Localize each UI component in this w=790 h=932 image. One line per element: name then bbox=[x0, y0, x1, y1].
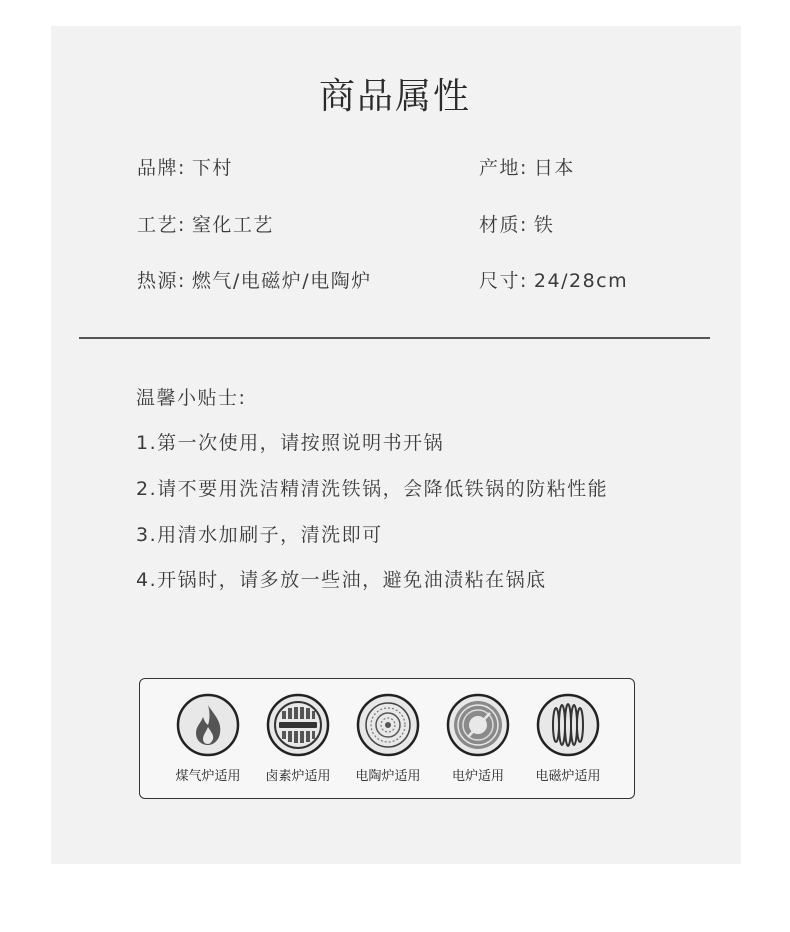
stove-label: 卤素炉适用 bbox=[265, 769, 331, 784]
attribute-heat-source bbox=[137, 266, 372, 293]
ceramic-stove-icon bbox=[356, 693, 420, 757]
attribute-size bbox=[479, 266, 628, 293]
stove-gas bbox=[160, 693, 256, 784]
tips-heading: 温馨小贴士: bbox=[136, 387, 247, 409]
tip-item: 4.开锅时，请多放一些油，避免油渍粘在锅底 bbox=[136, 569, 547, 591]
attribute-label: 工艺: bbox=[137, 214, 186, 236]
stove-label: 煤气炉适用 bbox=[175, 769, 241, 784]
attribute-value: 24/28cm bbox=[533, 270, 629, 292]
stove-ceramic bbox=[340, 693, 436, 784]
attribute-value: 窒化工艺 bbox=[191, 214, 274, 236]
attribute-label: 材质: bbox=[479, 214, 528, 236]
attribute-label: 热源: bbox=[137, 270, 186, 292]
attribute-label: 品牌: bbox=[137, 157, 186, 179]
tip-item: 1.第一次使用，请按照说明书开锅 bbox=[136, 432, 445, 454]
compatible-stoves-box bbox=[139, 678, 635, 799]
attribute-label: 尺寸: bbox=[479, 270, 528, 292]
attribute-label: 产地: bbox=[479, 157, 528, 179]
page-title: 商品属性 bbox=[318, 76, 471, 117]
attribute-material bbox=[479, 210, 554, 237]
attribute-value: 燃气/电磁炉/电陶炉 bbox=[191, 270, 372, 292]
stove-induction bbox=[520, 693, 616, 784]
tip-item: 3.用清水加刷子，清洗即可 bbox=[136, 524, 383, 546]
stove-label: 电磁炉适用 bbox=[535, 769, 601, 784]
tip-item: 2.请不要用洗洁精清洗铁锅，会降低铁锅的防粘性能 bbox=[136, 478, 609, 500]
electric-stove-icon bbox=[446, 693, 510, 757]
attribute-value: 下村 bbox=[191, 157, 233, 179]
halogen-stove-icon bbox=[266, 693, 330, 757]
stove-label: 电陶炉适用 bbox=[355, 769, 421, 784]
attribute-origin bbox=[479, 153, 575, 180]
flame-icon bbox=[176, 693, 240, 757]
attribute-process bbox=[137, 210, 274, 237]
attribute-value: 铁 bbox=[533, 214, 555, 236]
attribute-brand bbox=[137, 153, 233, 180]
attribute-value: 日本 bbox=[533, 157, 575, 179]
stove-label: 电炉适用 bbox=[451, 769, 504, 784]
section-divider bbox=[79, 337, 710, 339]
stove-electric bbox=[430, 693, 526, 784]
stove-halogen bbox=[250, 693, 346, 784]
induction-coil-icon bbox=[536, 693, 600, 757]
